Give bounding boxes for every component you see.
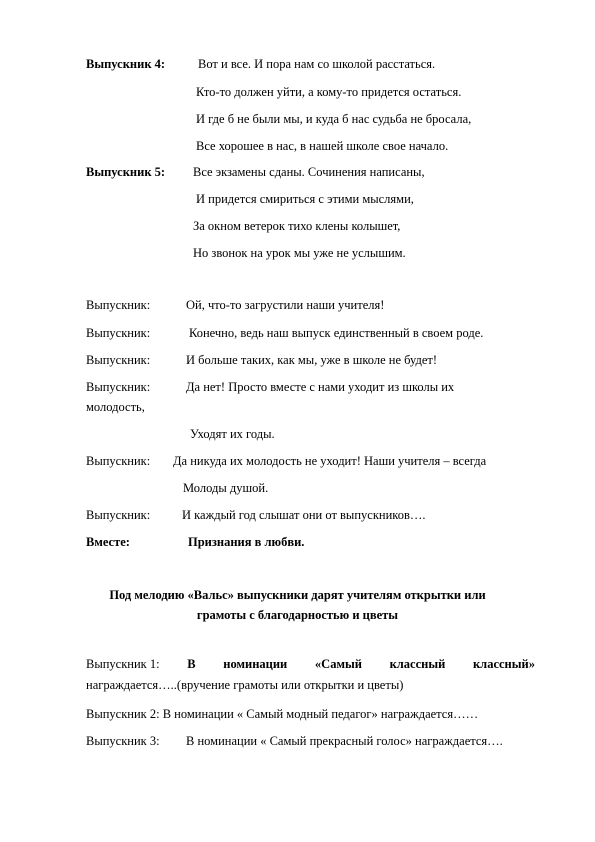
speaker-label: Выпускник 4: <box>86 57 166 71</box>
dialogue-line: Да нет! Просто вместе с нами уходит из школы их <box>186 380 455 394</box>
verse-line: Все экзамены сданы. Сочинения написаны, <box>193 165 425 179</box>
dialogue-line: Да никуда их молодость не уходит! Наши учителя – всегда <box>173 454 487 468</box>
verse-line: Вот и все. И пора нам со школой расстаться. <box>198 57 436 71</box>
speaker-label: Выпускник: <box>86 508 151 522</box>
speaker-label: Выпускник 1: <box>86 657 160 671</box>
award-word: «Самый <box>314 657 362 671</box>
speaker-label: Выпускник: <box>86 298 151 312</box>
award-3-line: В номинации « Самый прекрасный голос» награждается…. <box>186 734 503 748</box>
stage-direction-line: Под мелодию «Вальс» выпускники дарят учителям открытки или <box>109 588 486 602</box>
verse-line: Кто-то должен уйти, а кому-то придется остаться. <box>196 85 462 99</box>
dialogue-line: И каждый год слышат они от выпускников…. <box>182 508 426 522</box>
dialogue-line: Молоды душой. <box>183 481 269 495</box>
speaker-label: Выпускник: <box>86 454 151 468</box>
award-1-continuation: награждается…..(вручение грамоты или открытки и цветы) <box>86 678 404 692</box>
verse-line: Но звонок на урок мы уже не услышим. <box>193 246 406 260</box>
verse-line: И где б не были мы, и куда б нас судьба не бросала, <box>196 112 472 126</box>
speaker-label: Выпускник: <box>86 353 151 367</box>
award-2-line: Выпускник 2: В номинации « Самый модный педагог» награждается…… <box>86 707 479 721</box>
verse-line: За окном ветерок тихо клены колышет, <box>193 219 401 233</box>
verse-line: И придется смириться с этими мыслями, <box>196 192 414 206</box>
award-word: номинации <box>223 657 288 671</box>
dialogue-line: И больше таких, как мы, уже в школе не будет! <box>186 353 438 367</box>
stage-direction-line: грамоты с благодарностью и цветы <box>196 608 399 622</box>
award-word: классный» <box>472 657 535 671</box>
dialogue-line: Уходят их годы. <box>190 427 275 441</box>
dialogue-line: Конечно, ведь наш выпуск единственный в своем роде. <box>189 326 484 340</box>
together-label: Вместе: <box>86 535 130 549</box>
verse-line: Все хорошее в нас, в нашей школе свое начало. <box>196 139 449 153</box>
speaker-label: Выпускник: <box>86 326 151 340</box>
together-text: Признания в любви. <box>188 535 305 549</box>
award-word: В <box>187 657 196 671</box>
speaker-label: Выпускник 3: <box>86 734 160 748</box>
dialogue-line: Ой, что-то загрустили наши учителя! <box>186 298 385 312</box>
dialogue-line: молодость, <box>86 400 145 414</box>
award-1-line <box>86 658 535 671</box>
award-word: классный <box>389 657 446 671</box>
speaker-label: Выпускник: <box>86 380 151 394</box>
speaker-label: Выпускник 5: <box>86 165 166 179</box>
